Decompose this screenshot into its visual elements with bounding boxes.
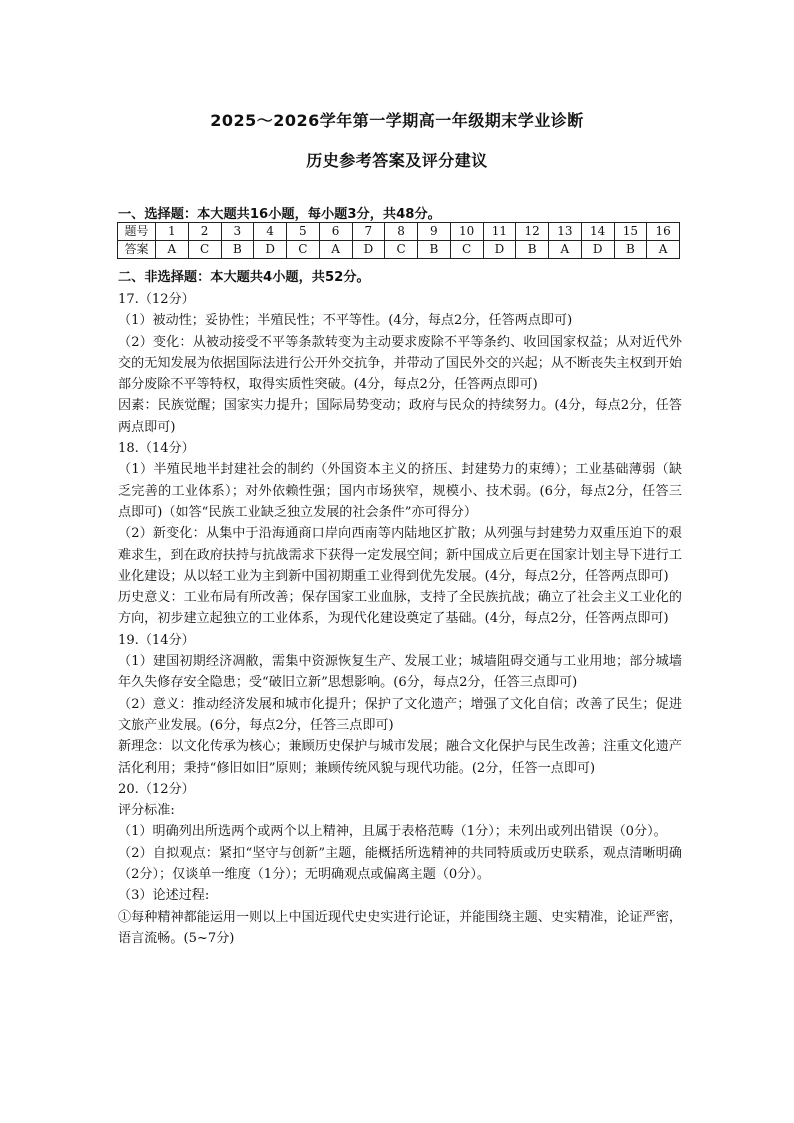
answer-cell: C — [450, 241, 483, 259]
answer-paragraph: 新理念：以文化传承为核心；兼顾历史保护与城市发展；融合文化保护与民生改善；注重文化遗产活化利用；秉持“修旧如旧”原则；兼顾传统风貌与现代功能。(2分，任答一点即可) — [118, 739, 682, 776]
answer-paragraph: （2）变化：从被动接受不平等条款转变为主动要求废除不平等条约、收回国家权益；从对近代外交的无知发展为依据国际法进行公开外交抗争，并带动了国民外交的兴起；从不断丧失主权到开始部分废除不平等特权，取得实质性突破。(4分，每点2分，任答两点即可) — [118, 334, 682, 393]
question-number: 4 — [254, 223, 287, 241]
question-number: 5 — [287, 223, 320, 241]
answer-paragraph: （3）论述过程: — [118, 888, 210, 904]
section-heading-nonchoice: 二、非选择题：本大题共4小题，共52分。 — [118, 270, 370, 285]
question-number: 15 — [614, 223, 647, 241]
answer-paragraph: （2）自拟观点：紧扣“坚守与创新”主题，能概括所选精神的共同特质或历史联系，观点清晰明确（2分）；仅谈单一维度（1分）；无明确观点或偏离主题（0分）。 — [118, 845, 682, 883]
answer-cell: A — [156, 241, 189, 259]
answer-paragraph: （2）新变化：从集中于沿海通商口岸向西南等内陆地区扩散；从列强与封建势力双重压迫下的艰难求生，到在政府扶持与抗战需求下获得一定发展空间；新中国成立后更在国家计划主导下进行工业化建设；从以轻工业为主到新中国初期重工业得到优先发展。(4分，每点2分，任答两点即可) — [118, 526, 682, 584]
question-number: 2 — [188, 223, 221, 241]
question-number: 10 — [450, 223, 483, 241]
page-title: 2025～2026学年第一学期高一年级期末学业诊断 — [210, 111, 584, 130]
answer-paragraph: 历史意义：工业布局有所改善；保存国家工业血脉，支持了全民族抗战；确立了社会主义工业化的方向，初步建立起独立的工业体系，为现代化建设奠定了基础。(4分，每点2分，任答两点即可) — [118, 590, 682, 627]
question-number: 11 — [483, 223, 516, 241]
answer-paragraph: （1）被动性；妥协性；半殖民性；不平等性。(4分，每点2分，任答两点即可) — [118, 313, 573, 329]
question-heading: 17.（12分） — [118, 292, 195, 307]
answer-paragraph: （2）意义：推动经济发展和城市化提升；保护了文化遗产；增强了文化自信；改善了民生；促进文旅产业发展。(6分，每点2分，任答三点即可) — [118, 696, 682, 733]
answer-cell: A — [549, 241, 582, 259]
question-number: 13 — [549, 223, 582, 241]
question-number: 8 — [385, 223, 418, 241]
answer-paragraph: 评分标准: — [118, 803, 175, 819]
answer-cell: D — [483, 241, 516, 259]
question-number: 6 — [319, 223, 352, 241]
answer-cell: C — [287, 241, 320, 259]
question-number: 12 — [516, 223, 549, 241]
question-number: 7 — [352, 223, 385, 241]
section-heading-choice: 一、选择题：本大题共16小题，每小题3分，共48分。 — [118, 207, 441, 222]
answer-cell: A — [319, 241, 352, 259]
answer-paragraph: ①每种精神都能运用一则以上中国近现代史史实进行论证，并能围绕主题、史实精准，论证严密，语言流畅。(5~7分) — [118, 909, 682, 946]
answer-cell: C — [188, 241, 221, 259]
answer-cell: B — [614, 241, 647, 259]
page-subtitle: 历史参考答案及评分建议 — [306, 151, 488, 170]
answer-cell: D — [352, 241, 385, 259]
question-heading: 20.（12分） — [118, 781, 195, 797]
answer-table-row-answers — [118, 241, 680, 259]
question-heading: 18.（14分） — [118, 441, 195, 457]
answer-cell: D — [581, 241, 614, 259]
answer-paragraph: （1）半殖民地半封建社会的制约（外国资本主义的挤压、封建势力的束缚）；工业基础薄弱（缺乏完善的工业体系）；对外依赖性强；国内市场狭窄，规模小、技术弱。(6分，每点2分，任答三点即可)（如答“民族工业缺乏独立发展的社会条件”亦可得分） — [118, 462, 682, 520]
table-row-label: 题号 — [118, 223, 156, 241]
answer-cell: C — [385, 241, 418, 259]
question-heading: 19.（14分） — [118, 632, 195, 648]
question-number: 14 — [581, 223, 614, 241]
answer-paragraph: （1）明确列出所选两个或两个以上精神，且属于表格范畴（1分）；未列出或列出错误（0分）。 — [118, 824, 667, 840]
answer-table — [117, 222, 680, 259]
answer-cell: B — [418, 241, 451, 259]
answer-paragraph: 因素：民族觉醒；国家实力提升；国际局势变动；政府与民众的持续努力。(4分，每点2分，任答两点即可) — [118, 398, 682, 435]
question-number: 1 — [156, 223, 189, 241]
answer-cell: B — [516, 241, 549, 259]
answer-cell: B — [221, 241, 254, 259]
table-row-label: 答案 — [118, 241, 156, 259]
answer-table-row-numbers — [118, 223, 680, 241]
answer-cell: A — [647, 241, 680, 259]
question-number: 9 — [418, 223, 451, 241]
question-number: 3 — [221, 223, 254, 241]
question-number: 16 — [647, 223, 680, 241]
answer-cell: D — [254, 241, 287, 259]
answer-body — [118, 289, 682, 949]
answer-paragraph: （1）建国初期经济凋敝，需集中资源恢复生产、发展工业；城墙阻碍交通与工业用地；部分城墙年久失修存安全隐患；受“破旧立新”思想影响。(6分，每点2分，任答三点即可) — [118, 654, 682, 691]
